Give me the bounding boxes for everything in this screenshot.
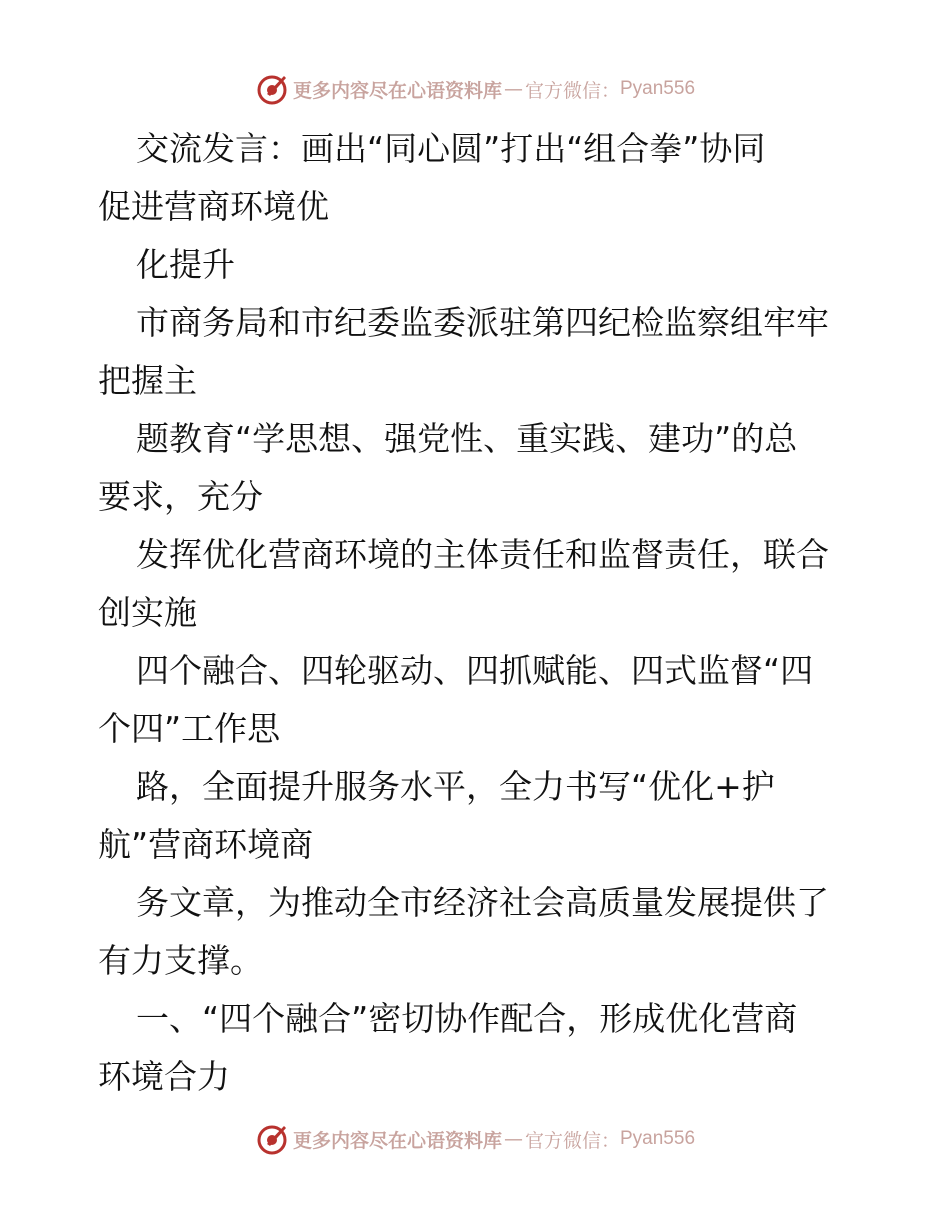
document-body <box>98 120 858 1106</box>
banner-separator: — <box>503 78 523 100</box>
text-line: 把握主 <box>98 361 197 400</box>
text-line: 题教育“学思想、强党性、重实践、建功”的总 <box>136 419 798 458</box>
text-line: 路，全面提升服务水平，全力书写“优化+护 <box>136 767 775 806</box>
text-line: 航”营商环境商 <box>98 825 314 864</box>
banner-wechat-id: Pyan556 <box>620 1128 696 1149</box>
banner-wechat-label: 官方微信： <box>524 1129 620 1152</box>
banner-separator: — <box>503 1128 523 1150</box>
text-line: 促进营商环境优 <box>98 187 329 226</box>
text-line: 发挥优化营商环境的主体责任和监督责任，联合 <box>136 535 829 574</box>
text-line: 个四”工作思 <box>98 709 281 748</box>
text-line: 务文章，为推动全市经济社会高质量发展提供了 <box>136 883 829 922</box>
text-line: 一、“四个融合”密切协作配合，形成优化营商 <box>136 999 798 1038</box>
text-line: 创实施 <box>98 593 197 632</box>
text-line: 四个融合、四轮驱动、四抓赋能、四式监督“四 <box>136 651 814 690</box>
text-line: 环境合力 <box>98 1057 230 1096</box>
text-line: 有力支撑。 <box>98 941 263 980</box>
quill-logo-icon <box>255 72 289 106</box>
text-line: 市商务局和市纪委监委派驻第四纪检监察组牢牢 <box>136 303 829 342</box>
banner-title: 更多内容尽在心语资料库 <box>292 79 502 102</box>
text-line: 交流发言：画出“同心圆”打出“组合拳”协同 <box>136 129 766 168</box>
quill-logo-icon <box>255 1122 289 1156</box>
header-banner <box>0 72 950 106</box>
text-line: 要求，充分 <box>98 477 263 516</box>
footer-banner <box>0 1122 950 1156</box>
text-line: 化提升 <box>136 245 235 284</box>
banner-wechat-id: Pyan556 <box>620 78 696 99</box>
banner-title: 更多内容尽在心语资料库 <box>292 1129 502 1152</box>
banner-wechat-label: 官方微信： <box>524 79 620 102</box>
